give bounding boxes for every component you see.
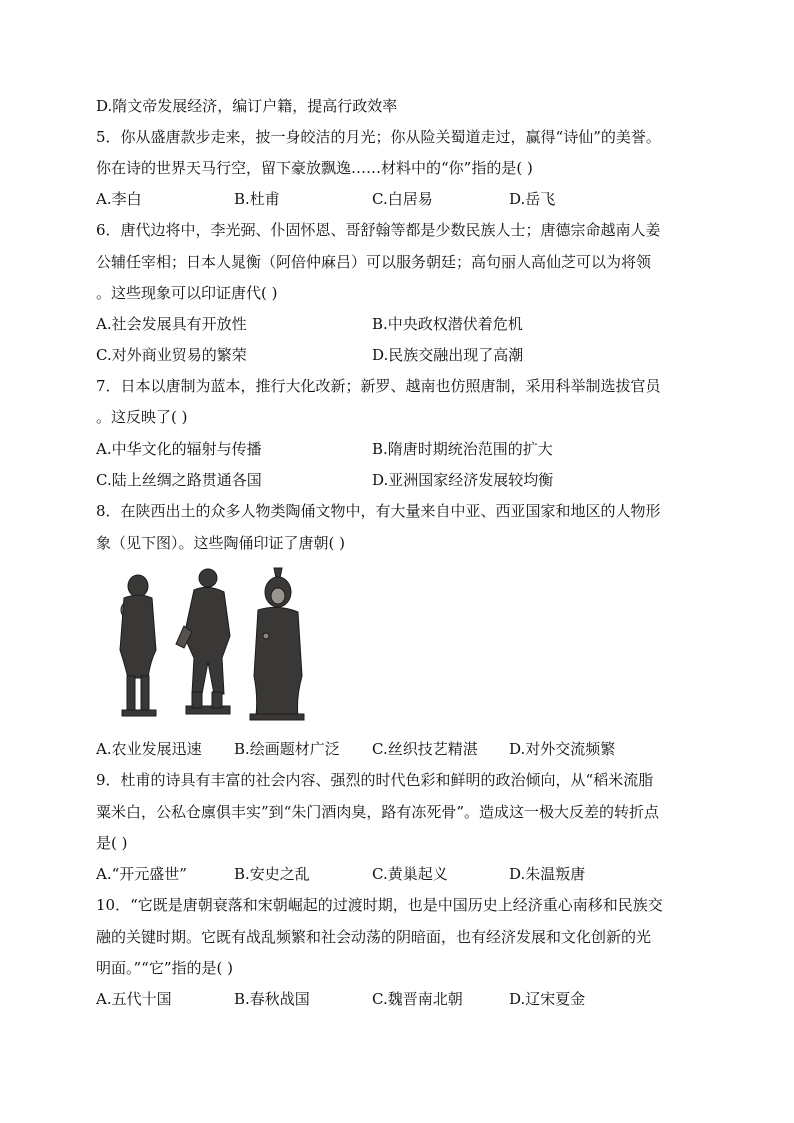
q6-option-d[interactable]: D.民族交融出现了高潮 (372, 346, 524, 364)
q9-option-c[interactable]: C.黄巢起义 (372, 865, 448, 883)
q8-stem-line-2: 象（见下图）。这些陶俑印证了唐朝( ) (96, 534, 345, 552)
q5-option-a[interactable]: A.李白 (96, 190, 142, 208)
q5-stem-line-1: 5．你从盛唐款步走来，披一身皎洁的月光；你从险关蜀道走过，赢得“诗仙”的美誉。 (96, 128, 661, 146)
q7-stem-line-2: 。这反映了( ) (96, 408, 188, 426)
figurine-2 (176, 569, 230, 714)
q9-option-a[interactable]: A.“开元盛世” (96, 865, 187, 883)
q9-stem-line-3: 是( ) (96, 834, 128, 852)
q8-option-b[interactable]: B.绘画题材广泛 (234, 740, 340, 758)
q9-stem-line-2: 粟米白，公私仓廪俱丰实”到“朱门酒肉臭，路有冻死骨”。造成这一极大反差的转折点 (96, 803, 660, 821)
q8-stem-line-1: 8．在陕西出土的众多人物类陶俑文物中，有大量来自中亚、西亚国家和地区的人物形 (96, 502, 661, 520)
q7-option-b[interactable]: B.隋唐时期统治范围的扩大 (372, 440, 553, 458)
figurine-1 (120, 575, 156, 716)
q10-option-b[interactable]: B.春秋战国 (234, 990, 310, 1008)
q6-stem-line-1: 6．唐代边将中，李光弼、仆固怀恩、哥舒翰等都是少数民族人士；唐德宗命越南人姜 (96, 221, 661, 239)
q7-option-d[interactable]: D.亚洲国家经济发展较均衡 (372, 471, 554, 489)
figurines-illustration (106, 566, 306, 722)
q10-option-c[interactable]: C.魏晋南北朝 (372, 990, 463, 1008)
figurine-3 (250, 568, 304, 720)
q6-option-c[interactable]: C.对外商业贸易的繁荣 (96, 346, 247, 364)
q5-option-c[interactable]: C.白居易 (372, 190, 433, 208)
q8-options (96, 739, 706, 759)
q8-option-c[interactable]: C.丝织技艺精湛 (372, 740, 478, 758)
q10-options (96, 989, 706, 1009)
q10-option-a[interactable]: A.五代十国 (96, 990, 172, 1008)
q9-options (96, 864, 706, 884)
q9-stem-line-1: 9．杜甫的诗具有丰富的社会内容、强烈的时代色彩和鲜明的政治倾向，从“稻米流脂 (96, 771, 654, 789)
q7-stem-line-1: 7．日本以唐制为蓝本，推行大化改新；新罗、越南也仿照唐制，采用科举制选拔官员 (96, 377, 661, 395)
q5-option-d[interactable]: D.岳飞 (509, 190, 556, 208)
q7-option-c[interactable]: C.陆上丝绸之路贯通各国 (96, 471, 262, 489)
pottery-figurines-image (106, 566, 306, 722)
q9-option-d[interactable]: D.朱温叛唐 (509, 865, 586, 883)
q6-options-row-2 (96, 345, 706, 365)
q9-option-b[interactable]: B.安史之乱 (234, 865, 310, 883)
q8-option-a[interactable]: A.农业发展迅速 (96, 740, 202, 758)
q8-option-d[interactable]: D.对外交流频繁 (509, 740, 616, 758)
q5-options (96, 189, 706, 209)
q5-stem-line-2: 你在诗的世界天马行空，留下豪放飘逸……材料中的“你”指的是( ) (96, 159, 533, 177)
q6-stem-line-2: 公辅任宰相；日本人晁衡（阿倍仲麻吕）可以服务朝廷；高句丽人高仙芝可以为将领 (96, 253, 652, 271)
q6-option-b[interactable]: B.中央政权潜伏着危机 (372, 315, 523, 333)
q7-option-a[interactable]: A.中华文化的辐射与传播 (96, 440, 262, 458)
q6-options-row-1 (96, 314, 706, 334)
q10-stem-line-2: 融的关键时期。它既有战乱频繁和社会动荡的阴暗面，也有经济发展和文化创新的光 (96, 928, 652, 946)
q4-option-d: D.隋文帝发展经济，编订户籍，提高行政效率 (96, 97, 398, 115)
q10-stem-line-3: 明面。”“它”指的是( ) (96, 959, 233, 977)
q6-option-a[interactable]: A.社会发展具有开放性 (96, 315, 247, 333)
q7-options-row-1 (96, 439, 706, 459)
q10-stem-line-1: 10．“它既是唐朝衰落和宋朝崛起的过渡时期，也是中国历史上经济重心南移和民族交 (96, 896, 663, 914)
q10-option-d[interactable]: D.辽宋夏金 (509, 990, 586, 1008)
q5-option-b[interactable]: B.杜甫 (234, 190, 280, 208)
q6-stem-line-3: 。这些现象可以印证唐代( ) (96, 284, 278, 302)
q7-options-row-2 (96, 470, 706, 490)
